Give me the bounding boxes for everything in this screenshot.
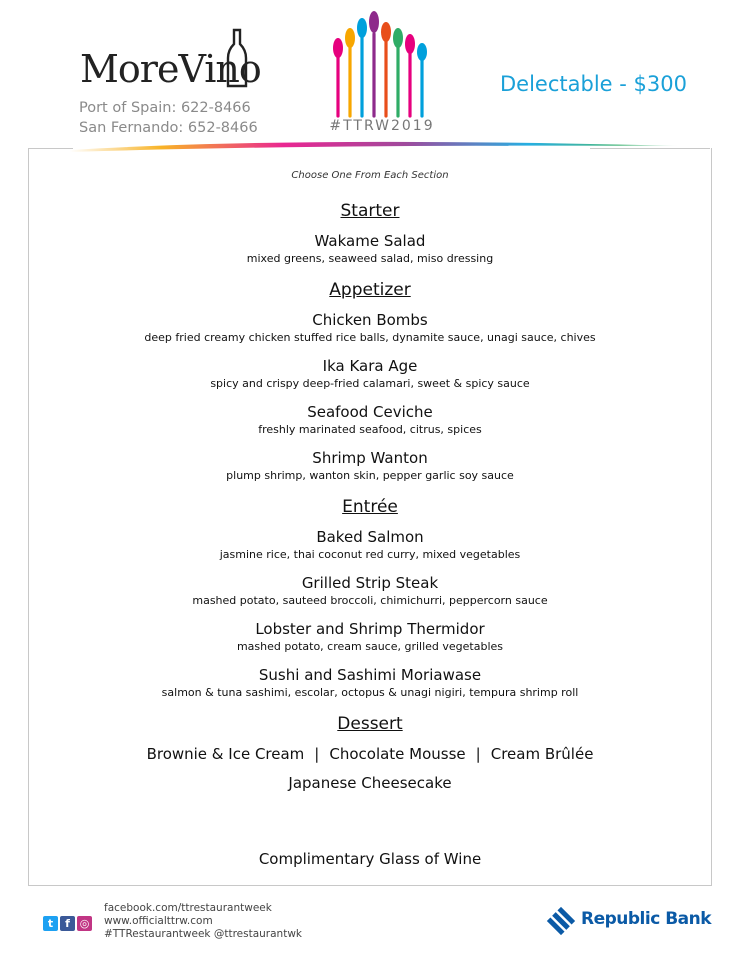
dessert-item: Cream Brûlée: [490, 745, 594, 763]
section-appetizer: [28, 280, 712, 484]
section-title: Entrée: [342, 497, 398, 517]
section-title: Starter: [340, 201, 400, 221]
dish-name: Baked Salmon: [316, 528, 424, 546]
section-title: Dessert: [337, 714, 403, 734]
website-link[interactable]: www.officialttrw.com: [104, 915, 213, 927]
dish-desc: deep fried creamy chicken stuffed rice balls, dynamite sauce, unagi sauce, chives: [144, 331, 596, 344]
dessert-item: Japanese Cheesecake: [288, 774, 452, 792]
sponsor-name: Republic Bank: [581, 909, 712, 929]
separator: |: [314, 745, 320, 763]
dish-name: Lobster and Shrimp Thermidor: [255, 620, 485, 638]
section-entree: [28, 497, 712, 701]
section-title: Appetizer: [329, 280, 411, 300]
dish-desc: spicy and crispy deep-fried calamari, sweet & spicy sauce: [210, 377, 530, 390]
social-icons: [43, 913, 94, 932]
section-dessert: [28, 714, 712, 793]
section-starter: [28, 201, 712, 267]
separator: |: [475, 745, 481, 763]
dish-desc: mashed potato, cream sauce, grilled vegetables: [236, 640, 504, 653]
footer-links: [104, 902, 302, 941]
dish-name: Ika Kara Age: [322, 357, 418, 375]
dish-desc: salmon & tuna sashimi, escolar, octopus & unagi nigiri, tempura shrimp roll: [161, 686, 579, 699]
social-handles: #TTRestaurantweek @ttrestaurantwk: [104, 928, 302, 940]
facebook-link[interactable]: facebook.com/ttrestaurantweek: [104, 902, 272, 914]
facebook-icon[interactable]: f: [60, 916, 75, 931]
republic-bank-icon: [545, 905, 577, 937]
dessert-row: [28, 744, 712, 764]
menu-instruction: Choose One From Each Section: [291, 170, 449, 181]
dish-name: Shrimp Wanton: [312, 449, 428, 467]
price-label: Delectable - $300: [500, 72, 687, 96]
dish-desc: jasmine rice, thai coconut red curry, mixed vegetables: [219, 548, 521, 561]
dish-name: Wakame Salad: [314, 232, 426, 250]
frame-top-left: [28, 148, 73, 149]
dish-desc: freshly marinated seafood, citrus, spices: [258, 423, 482, 436]
dish-name: Sushi and Sashimi Moriawase: [258, 666, 482, 684]
dessert-item: Brownie & Ice Cream: [146, 745, 305, 763]
hashtag-label: #TTRW2019: [329, 118, 435, 134]
instagram-icon[interactable]: ◎: [77, 916, 92, 931]
complimentary-wine: Complimentary Glass of Wine: [258, 850, 482, 868]
dish-desc: plump shrimp, wanton skin, pepper garlic soy sauce: [226, 469, 514, 482]
dish-name: Chicken Bombs: [312, 311, 428, 329]
contact-san-fernando: San Fernando: 652-8466: [79, 120, 258, 136]
republic-bank-logo: [545, 905, 712, 941]
dish-desc: mashed potato, sauteed broccoli, chimichurri, peppercorn sauce: [192, 594, 548, 607]
brand-name: MoreVino: [80, 47, 261, 91]
contact-port-of-spain: Port of Spain: 622-8466: [79, 100, 251, 116]
dish-name: Seafood Ceviche: [307, 403, 433, 421]
dessert-item: Chocolate Mousse: [329, 745, 466, 763]
frame-top-right: [590, 148, 710, 149]
twitter-icon[interactable]: t: [43, 916, 58, 931]
menu-body: [28, 170, 712, 868]
dish-name: Grilled Strip Steak: [301, 574, 439, 592]
morevino-logo: [80, 28, 260, 98]
dish-desc: mixed greens, seaweed salad, miso dressing: [246, 252, 494, 265]
